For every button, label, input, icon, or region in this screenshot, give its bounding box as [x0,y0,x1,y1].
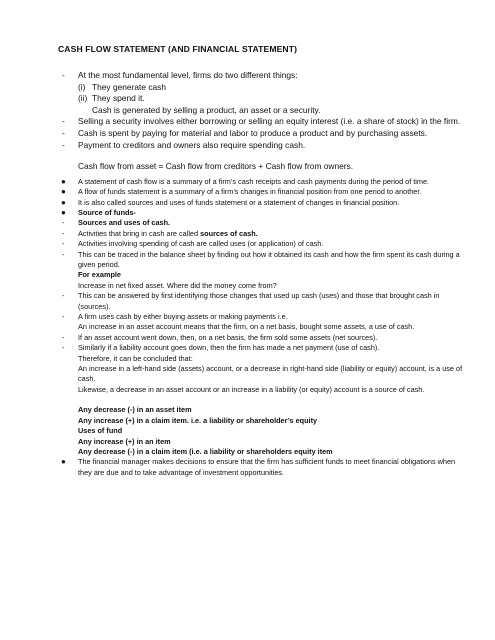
intro-line-4: - Payment to creditors and owners also require spending cash. [62,139,306,150]
dash-marker: - [62,249,65,259]
summary-line: Any decrease (-) in an asset item [78,405,192,415]
intro-line-2: - Selling a security involves either borrowing or selling an equity interest (i.e. a share of stock) in the firm. [62,116,461,127]
dash-marker: - [62,139,65,150]
dash-item-note: Likewise, a decrease in an asset account or an increase in a liability (or equity) account is a source of cash. [78,384,425,394]
intro-item-1: (i) They generate cash [78,81,167,92]
example-text: Increase in net fixed asset. Where did the money come from? [78,280,277,290]
summary-line: Any increase (+) in an item [78,436,171,446]
dash-item-note: An increase in a left-hand side (assets) account, or a decrease in right-hand side (liability or equity) account, is a use of cash. [78,364,463,384]
bullet-marker: ● [61,207,66,217]
roman-marker: (ii) [78,93,88,104]
sources-heading: - Sources and uses of cash. [62,218,171,228]
dash-item: - Activities that bring in cash are called sources of cash. [62,228,258,238]
bullet-marker: ● [61,187,66,197]
intro-item-2: (ii) They spend it. [78,93,145,104]
roman-marker: (i) [78,81,86,92]
dash-marker: - [62,228,65,238]
dash-marker: - [62,312,65,322]
dash-marker: - [62,116,65,127]
dash-item: - A firm uses cash by either buying assets or making payments i.e. [62,312,288,322]
dash-marker: - [62,70,65,80]
bullet-item: ● It is also called sources and uses of funds statement or a statement of changes in financial position. [61,197,400,207]
dash-marker: - [62,332,65,342]
dash-item: - This can be answered by first identifying those changes that used up cash (uses) and those that brought cash in (sources). [62,291,440,311]
dash-marker: - [62,239,65,249]
bullet-marker: ● [61,457,66,467]
intro-line-1: - At the most fundamental level, firms do two different things: [62,70,298,80]
bullet-marker: ● [61,176,66,186]
example-label: For example [78,270,121,280]
dash-marker: - [62,343,65,353]
dash-item: - Activities involving spending of cash are called uses (or application) of cash. [62,239,324,249]
dash-marker: - [62,218,65,228]
bullet-item: ● A flow of funds statement is a summary of a firm’s changes in financial position from one period to another. [61,187,422,197]
dash-item-note: An increase in an asset account means that the firm, on a net basis, bought some assets, a use of cash. [78,322,415,332]
dash-item-note: Therefore, it can be concluded that: [78,353,193,363]
dash-item: - Similarly if a liability account goes down, then the firm has made a net payment (use of cash). [62,343,380,353]
summary-line: Uses of fund [78,426,123,436]
summary-line: Any decrease (-) in a claim item (i.e. a liability or shareholders equity item [78,446,333,456]
document-title: CASH FLOW STATEMENT (AND FINANCIAL STATEMENT) [58,44,298,54]
bullet-marker: ● [61,197,66,207]
bullet-item: ● A statement of cash flow is a summary of a firm’s cash receipts and cash payments during the period of time. [61,176,430,186]
dash-marker: - [62,127,65,138]
bullet-item: ● The financial manager makes decisions to ensure that the firm has sufficient funds to meet financial obligations when they are due and to take advantage of investment opportunities. [61,457,456,477]
dash-item: - If an asset account went down, then, on a net basis, the firm sold some assets (net sources). [62,332,378,342]
summary-line: Any increase (+) in a claim item. i.e. a liability or shareholder’s equity [78,415,318,425]
dash-marker: - [62,291,65,301]
intro-item-2-note: Cash is generated by selling a product, an asset or a security. [92,104,321,115]
cash-flow-equation: Cash flow from asset = Cash flow from creditors + Cash flow from owners. [78,161,354,172]
bullet-item: ● Source of funds- [61,207,136,217]
dash-item: - This can be traced in the balance sheet by finding out how it obtained its cash and how the firm spent its cash during a given period. [62,249,460,269]
intro-line-3: - Cash is spent by paying for material and labor to produce a product and by purchasing assets. [62,127,428,138]
